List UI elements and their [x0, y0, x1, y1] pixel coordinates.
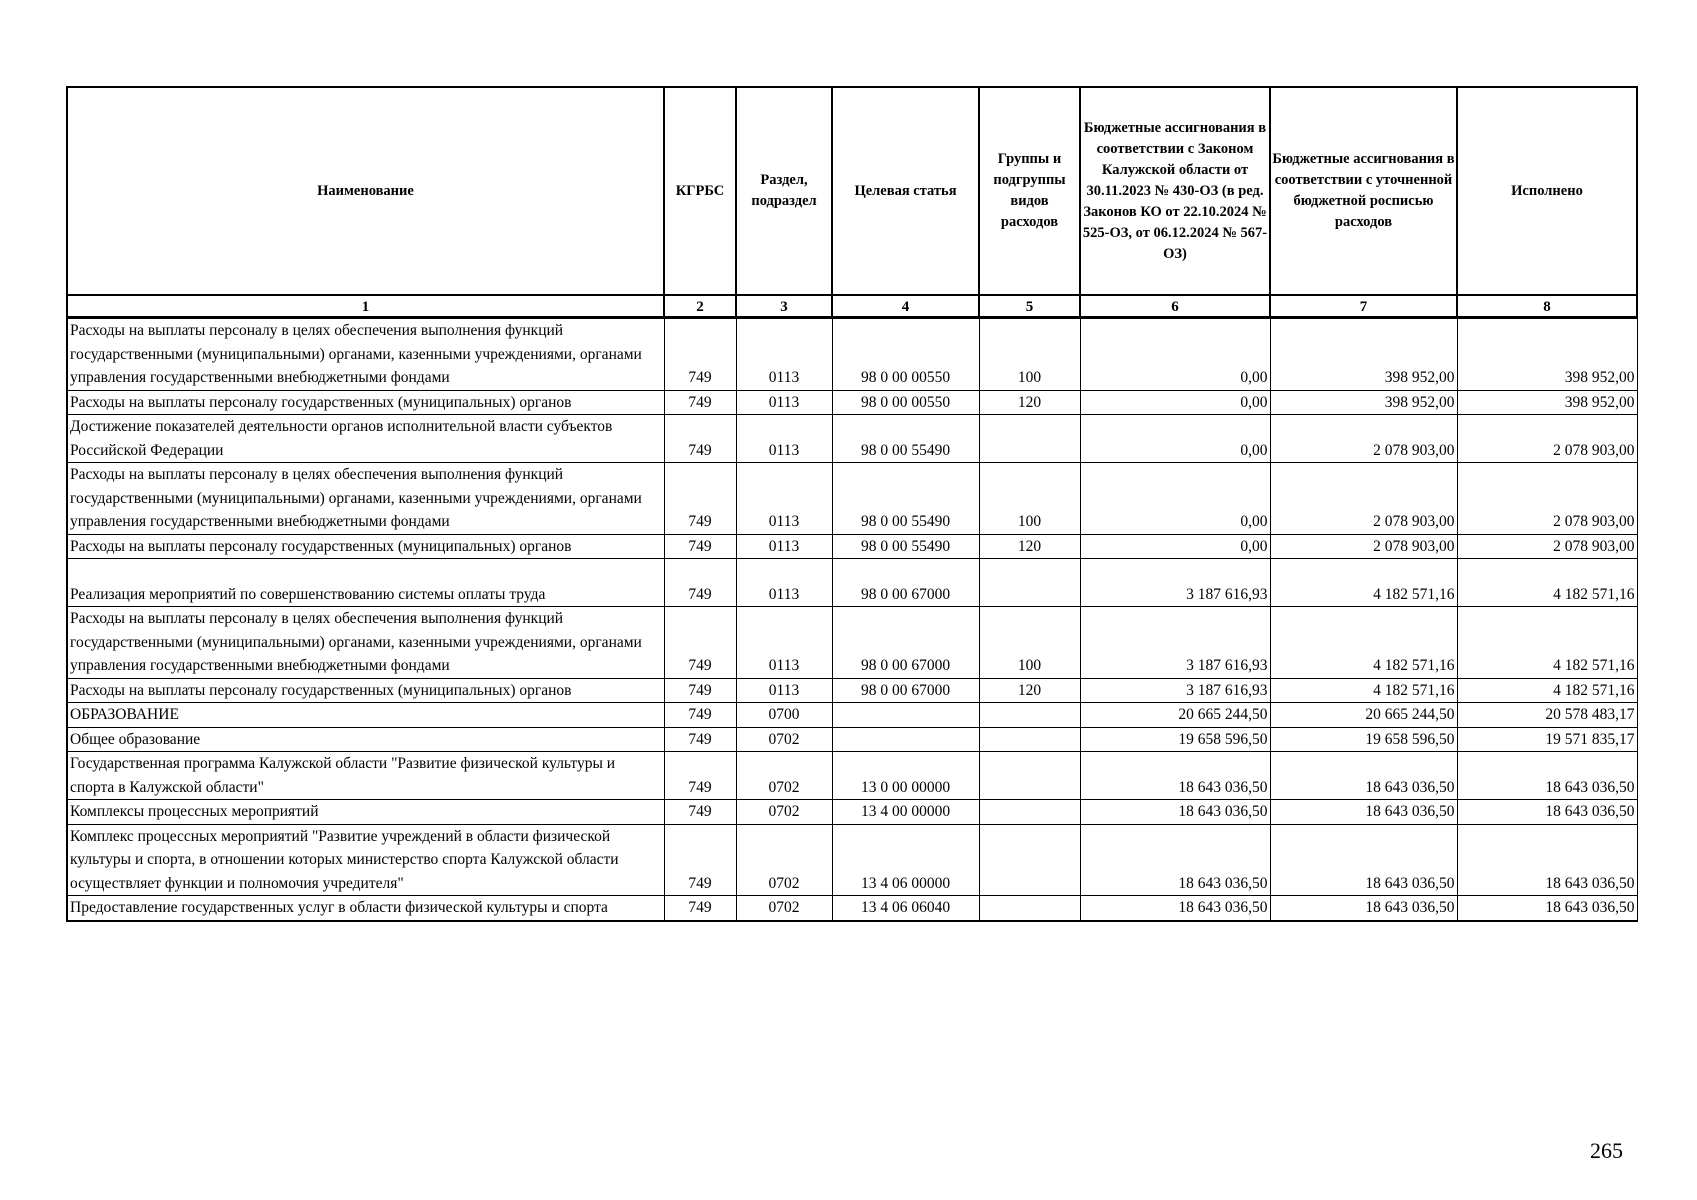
row-law-amount: 3 187 616,93 — [1080, 678, 1270, 703]
row-section: 0113 — [736, 678, 832, 703]
row-kgrbs: 749 — [664, 559, 736, 607]
row-kgrbs: 749 — [664, 390, 736, 415]
column-number: 1 — [67, 295, 664, 318]
header-section: Раздел, подраздел — [736, 87, 832, 295]
row-law-amount: 0,00 — [1080, 463, 1270, 535]
row-refined-amount: 398 952,00 — [1270, 390, 1457, 415]
row-law-amount: 0,00 — [1080, 415, 1270, 463]
row-name: Общее образование — [67, 727, 664, 752]
row-section: 0702 — [736, 896, 832, 921]
row-executed-amount: 398 952,00 — [1457, 390, 1637, 415]
table-row — [67, 727, 1637, 752]
table-row — [67, 318, 1637, 391]
column-number-row — [67, 295, 1637, 318]
row-law-amount: 0,00 — [1080, 318, 1270, 391]
column-number: 6 — [1080, 295, 1270, 318]
row-executed-amount: 18 643 036,50 — [1457, 896, 1637, 921]
row-group — [979, 415, 1080, 463]
table-row — [67, 824, 1637, 896]
header-name: Наименование — [67, 87, 664, 295]
row-section: 0702 — [736, 824, 832, 896]
column-number: 4 — [832, 295, 979, 318]
row-name: Расходы на выплаты персоналу в целях обеспечения выполнения функций государственными (муниципальными) органами, казенными учреждениями, органами управления государственными внебюджетными фондами — [67, 463, 664, 535]
row-group — [979, 752, 1080, 800]
row-kgrbs: 749 — [664, 318, 736, 391]
row-law-amount: 19 658 596,50 — [1080, 727, 1270, 752]
row-target: 98 0 00 00550 — [832, 390, 979, 415]
row-target: 98 0 00 55490 — [832, 463, 979, 535]
row-name: ОБРАЗОВАНИЕ — [67, 703, 664, 728]
row-refined-amount: 19 658 596,50 — [1270, 727, 1457, 752]
table-row — [67, 559, 1637, 607]
row-law-amount: 0,00 — [1080, 390, 1270, 415]
row-refined-amount: 18 643 036,50 — [1270, 824, 1457, 896]
row-refined-amount: 4 182 571,16 — [1270, 607, 1457, 679]
row-target — [832, 703, 979, 728]
row-executed-amount: 20 578 483,17 — [1457, 703, 1637, 728]
row-section: 0113 — [736, 607, 832, 679]
table-row — [67, 534, 1637, 559]
row-law-amount: 18 643 036,50 — [1080, 800, 1270, 825]
row-section: 0113 — [736, 534, 832, 559]
header-law-allocations: Бюджетные ассигнования в соответствии с Законом Калужской области от 30.11.2023 № 430-ОЗ (в ред. Законов КО от 22.10.2024 № 525-ОЗ, от 06.12.2024 № 567-ОЗ) — [1080, 87, 1270, 295]
row-group: 100 — [979, 463, 1080, 535]
column-number: 7 — [1270, 295, 1457, 318]
row-target: 98 0 00 55490 — [832, 415, 979, 463]
table-row — [67, 415, 1637, 463]
row-target — [832, 727, 979, 752]
row-target: 98 0 00 67000 — [832, 559, 979, 607]
row-name: Расходы на выплаты персоналу в целях обеспечения выполнения функций государственными (муниципальными) органами, казенными учреждениями, органами управления государственными внебюджетными фондами — [67, 607, 664, 679]
page-number: 265 — [1590, 1138, 1623, 1163]
row-section: 0113 — [736, 463, 832, 535]
row-target: 13 4 00 00000 — [832, 800, 979, 825]
row-law-amount: 18 643 036,50 — [1080, 752, 1270, 800]
row-law-amount: 3 187 616,93 — [1080, 607, 1270, 679]
row-kgrbs: 749 — [664, 824, 736, 896]
row-section: 0702 — [736, 752, 832, 800]
row-executed-amount: 4 182 571,16 — [1457, 678, 1637, 703]
row-executed-amount: 2 078 903,00 — [1457, 463, 1637, 535]
column-number: 5 — [979, 295, 1080, 318]
row-target: 13 4 06 00000 — [832, 824, 979, 896]
header-executed: Исполнено — [1457, 87, 1637, 295]
table-row — [67, 752, 1637, 800]
row-name: Комплексы процессных мероприятий — [67, 800, 664, 825]
column-number: 3 — [736, 295, 832, 318]
row-executed-amount: 18 643 036,50 — [1457, 800, 1637, 825]
row-law-amount: 18 643 036,50 — [1080, 824, 1270, 896]
row-kgrbs: 749 — [664, 415, 736, 463]
row-executed-amount: 19 571 835,17 — [1457, 727, 1637, 752]
row-section: 0113 — [736, 415, 832, 463]
header-target: Целевая статья — [832, 87, 979, 295]
row-kgrbs: 749 — [664, 534, 736, 559]
row-section: 0113 — [736, 318, 832, 391]
row-name: Реализация мероприятий по совершенствованию системы оплаты труда — [67, 559, 664, 607]
row-refined-amount: 2 078 903,00 — [1270, 534, 1457, 559]
row-name: Расходы на выплаты персоналу государственных (муниципальных) органов — [67, 390, 664, 415]
row-refined-amount: 18 643 036,50 — [1270, 800, 1457, 825]
row-group — [979, 800, 1080, 825]
budget-table — [66, 86, 1638, 922]
row-name: Предоставление государственных услуг в области физической культуры и спорта — [67, 896, 664, 921]
row-group: 120 — [979, 534, 1080, 559]
row-name: Расходы на выплаты персоналу в целях обеспечения выполнения функций государственными (муниципальными) органами, казенными учреждениями, органами управления государственными внебюджетными фондами — [67, 318, 664, 391]
row-refined-amount: 18 643 036,50 — [1270, 752, 1457, 800]
row-law-amount: 3 187 616,93 — [1080, 559, 1270, 607]
row-group — [979, 824, 1080, 896]
row-target: 98 0 00 67000 — [832, 678, 979, 703]
row-group — [979, 727, 1080, 752]
table-row — [67, 896, 1637, 921]
header-groups: Группы и подгруппы видов расходов — [979, 87, 1080, 295]
row-kgrbs: 749 — [664, 896, 736, 921]
table-row — [67, 390, 1637, 415]
row-refined-amount: 2 078 903,00 — [1270, 463, 1457, 535]
row-executed-amount: 4 182 571,16 — [1457, 607, 1637, 679]
row-name: Расходы на выплаты персоналу государственных (муниципальных) органов — [67, 678, 664, 703]
row-executed-amount: 18 643 036,50 — [1457, 752, 1637, 800]
row-group: 120 — [979, 390, 1080, 415]
row-refined-amount: 4 182 571,16 — [1270, 678, 1457, 703]
row-executed-amount: 18 643 036,50 — [1457, 824, 1637, 896]
row-refined-amount: 18 643 036,50 — [1270, 896, 1457, 921]
row-name: Расходы на выплаты персоналу государственных (муниципальных) органов — [67, 534, 664, 559]
row-refined-amount: 4 182 571,16 — [1270, 559, 1457, 607]
row-executed-amount: 398 952,00 — [1457, 318, 1637, 391]
row-section: 0702 — [736, 727, 832, 752]
row-group — [979, 896, 1080, 921]
row-refined-amount: 20 665 244,50 — [1270, 703, 1457, 728]
row-executed-amount: 2 078 903,00 — [1457, 534, 1637, 559]
table-row — [67, 463, 1637, 535]
row-target: 98 0 00 55490 — [832, 534, 979, 559]
row-group — [979, 703, 1080, 728]
row-section: 0113 — [736, 559, 832, 607]
row-section: 0113 — [736, 390, 832, 415]
row-kgrbs: 749 — [664, 800, 736, 825]
table-header-row — [67, 87, 1637, 295]
column-number: 8 — [1457, 295, 1637, 318]
row-group: 100 — [979, 318, 1080, 391]
row-kgrbs: 749 — [664, 703, 736, 728]
row-kgrbs: 749 — [664, 752, 736, 800]
row-name: Достижение показателей деятельности органов исполнительной власти субъектов Российской Федерации — [67, 415, 664, 463]
row-group: 120 — [979, 678, 1080, 703]
table-row — [67, 703, 1637, 728]
row-kgrbs: 749 — [664, 463, 736, 535]
row-kgrbs: 749 — [664, 678, 736, 703]
row-target: 98 0 00 67000 — [832, 607, 979, 679]
row-group: 100 — [979, 607, 1080, 679]
row-kgrbs: 749 — [664, 727, 736, 752]
row-section: 0702 — [736, 800, 832, 825]
header-kgrbs: КГРБС — [664, 87, 736, 295]
row-target: 13 4 06 06040 — [832, 896, 979, 921]
row-section: 0700 — [736, 703, 832, 728]
row-refined-amount: 398 952,00 — [1270, 318, 1457, 391]
row-target: 98 0 00 00550 — [832, 318, 979, 391]
column-number: 2 — [664, 295, 736, 318]
row-name: Комплекс процессных мероприятий "Развитие учреждений в области физической культуры и спорта, в отношении которых министерство спорта Калужской области осуществляет функции и полномочия учредителя" — [67, 824, 664, 896]
row-name: Государственная программа Калужской области "Развитие физической культуры и спорта в Калужской области" — [67, 752, 664, 800]
row-refined-amount: 2 078 903,00 — [1270, 415, 1457, 463]
table-row — [67, 607, 1637, 679]
header-refined-allocations: Бюджетные ассигнования в соответствии с уточненной бюджетной росписью расходов — [1270, 87, 1457, 295]
row-law-amount: 20 665 244,50 — [1080, 703, 1270, 728]
table-row — [67, 678, 1637, 703]
table-row — [67, 800, 1637, 825]
row-group — [979, 559, 1080, 607]
row-executed-amount: 2 078 903,00 — [1457, 415, 1637, 463]
row-executed-amount: 4 182 571,16 — [1457, 559, 1637, 607]
row-law-amount: 18 643 036,50 — [1080, 896, 1270, 921]
row-kgrbs: 749 — [664, 607, 736, 679]
row-law-amount: 0,00 — [1080, 534, 1270, 559]
row-target: 13 0 00 00000 — [832, 752, 979, 800]
